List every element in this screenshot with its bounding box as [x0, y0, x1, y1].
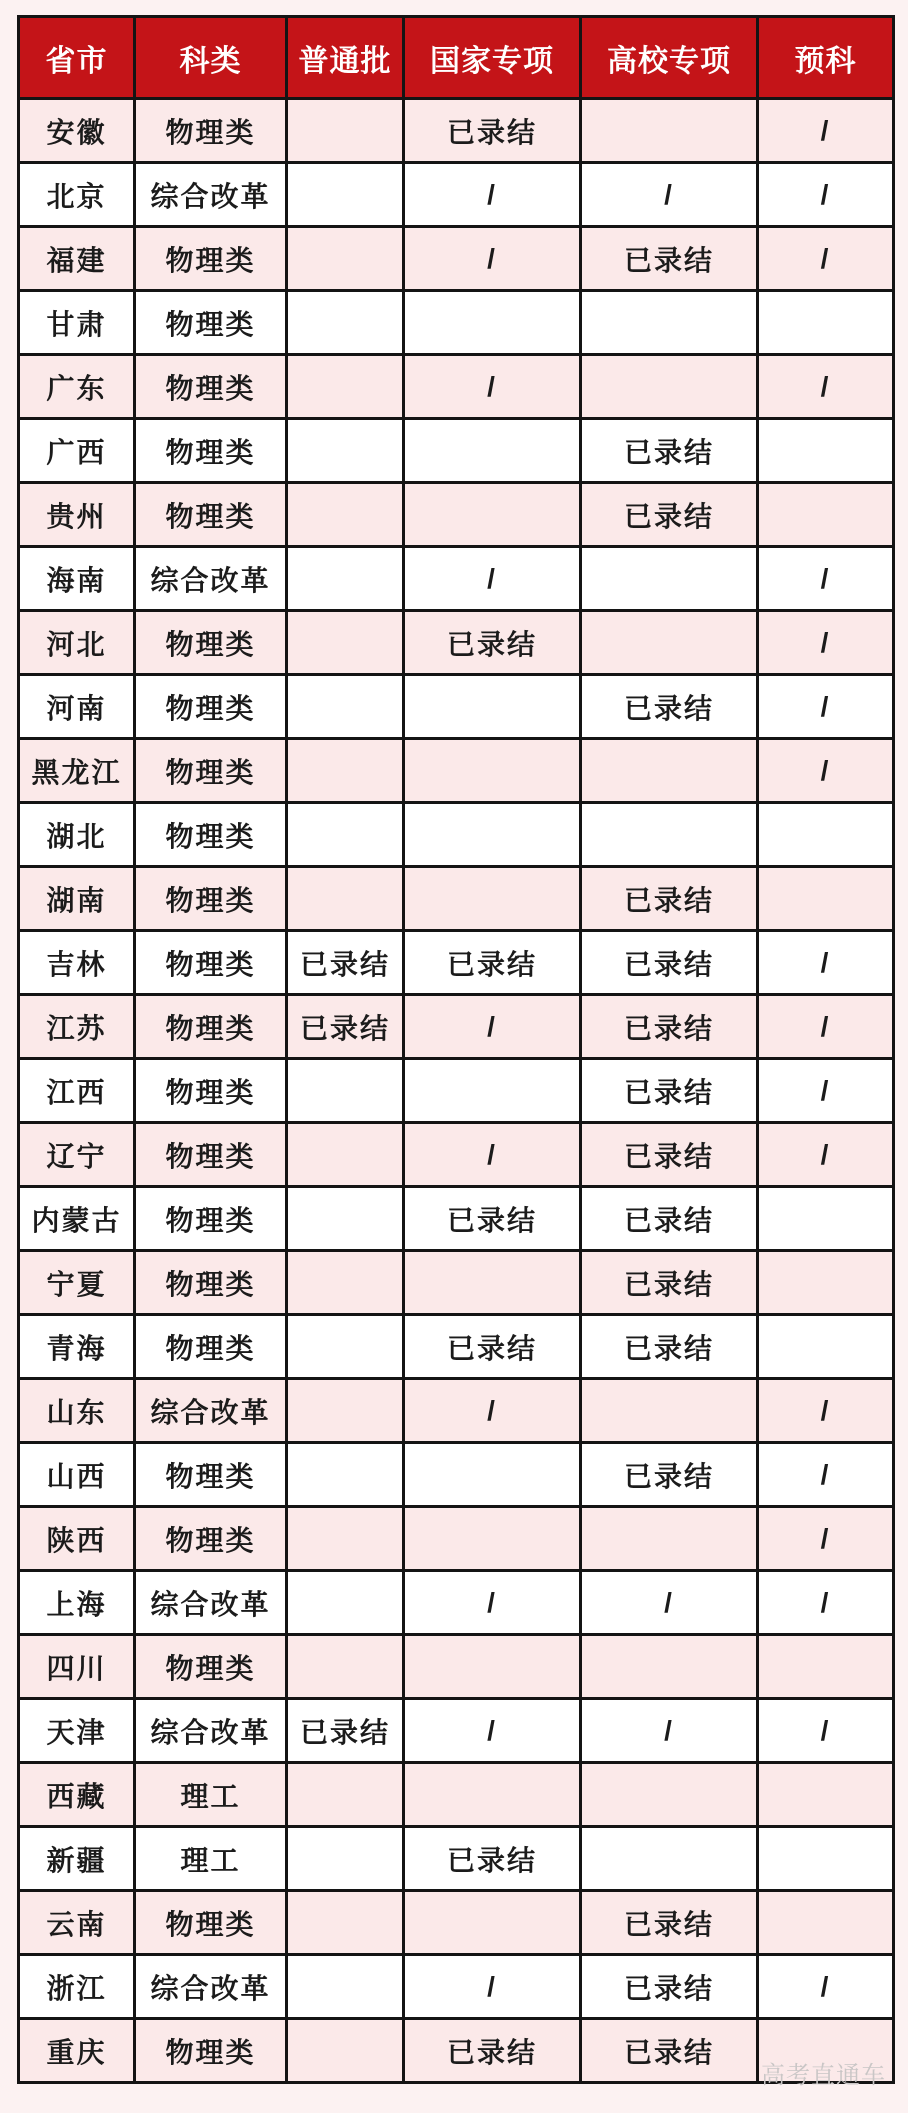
table-cell	[758, 1763, 894, 1827]
table-cell: 湖北	[19, 803, 135, 867]
table-cell: 已录结	[581, 1443, 758, 1507]
table-cell: 物理类	[135, 1507, 287, 1571]
table-cell	[758, 483, 894, 547]
table-cell: 湖南	[19, 867, 135, 931]
table-cell	[287, 1443, 404, 1507]
table-cell: /	[758, 995, 894, 1059]
table-cell: 物理类	[135, 291, 287, 355]
table-cell: 浙江	[19, 1955, 135, 2019]
table-row	[19, 1123, 894, 1187]
table-cell	[287, 1955, 404, 2019]
table-cell: /	[404, 227, 581, 291]
table-cell: 广西	[19, 419, 135, 483]
table-cell: 辽宁	[19, 1123, 135, 1187]
table-cell	[287, 1827, 404, 1891]
table-row	[19, 99, 894, 163]
table-cell	[404, 803, 581, 867]
table-cell: 物理类	[135, 803, 287, 867]
table-cell: 物理类	[135, 227, 287, 291]
table-cell: /	[758, 1059, 894, 1123]
table-cell: 内蒙古	[19, 1187, 135, 1251]
table-cell: /	[404, 1955, 581, 2019]
table-cell: 已录结	[581, 2019, 758, 2083]
table-cell: 已录结	[404, 1187, 581, 1251]
table-cell	[581, 611, 758, 675]
table-cell	[581, 1379, 758, 1443]
column-header-3: 普通批	[287, 17, 404, 99]
table-cell: 已录结	[404, 611, 581, 675]
table-cell: 物理类	[135, 675, 287, 739]
table-row	[19, 995, 894, 1059]
table-cell	[581, 1827, 758, 1891]
table-cell	[404, 1507, 581, 1571]
table-row	[19, 547, 894, 611]
table-row	[19, 803, 894, 867]
table-cell: 物理类	[135, 355, 287, 419]
table-row	[19, 1379, 894, 1443]
table-cell	[287, 1379, 404, 1443]
table-cell: 综合改革	[135, 1699, 287, 1763]
table-cell: 重庆	[19, 2019, 135, 2083]
table-cell: /	[758, 1507, 894, 1571]
table-cell	[404, 1251, 581, 1315]
table-cell: 已录结	[404, 931, 581, 995]
table-cell: 广东	[19, 355, 135, 419]
table-cell	[287, 547, 404, 611]
table-cell	[287, 1571, 404, 1635]
watermark: 高考直通车	[761, 2062, 886, 2089]
table-cell: 物理类	[135, 995, 287, 1059]
table-cell: 综合改革	[135, 547, 287, 611]
table-cell: 综合改革	[135, 163, 287, 227]
table-cell: 已录结	[581, 483, 758, 547]
table-row	[19, 931, 894, 995]
table-cell	[287, 1123, 404, 1187]
column-header-6: 预科	[758, 17, 894, 99]
table-row	[19, 739, 894, 803]
table-cell: 物理类	[135, 1443, 287, 1507]
table-cell: 综合改革	[135, 1571, 287, 1635]
table-cell: /	[758, 611, 894, 675]
table-cell: /	[758, 227, 894, 291]
table-cell	[758, 1891, 894, 1955]
table-cell	[758, 803, 894, 867]
table-cell: 福建	[19, 227, 135, 291]
table-cell: 已录结	[581, 867, 758, 931]
table-cell: 已录结	[581, 1251, 758, 1315]
table-cell: 河北	[19, 611, 135, 675]
table-cell: 已录结	[581, 931, 758, 995]
table-row	[19, 1507, 894, 1571]
table-cell: /	[758, 1443, 894, 1507]
table-cell: 已录结	[581, 419, 758, 483]
table-cell: 已录结	[404, 99, 581, 163]
table-row	[19, 1443, 894, 1507]
table-cell: 陕西	[19, 1507, 135, 1571]
table-cell: 物理类	[135, 1891, 287, 1955]
table-cell	[404, 419, 581, 483]
table-cell	[287, 1891, 404, 1955]
table-cell: 甘肃	[19, 291, 135, 355]
table-cell: 物理类	[135, 99, 287, 163]
table-cell	[404, 1891, 581, 1955]
table-cell: 已录结	[581, 1123, 758, 1187]
table-cell	[758, 867, 894, 931]
table-row	[19, 1251, 894, 1315]
column-header-2: 科类	[135, 17, 287, 99]
table-cell: 已录结	[581, 1187, 758, 1251]
table-cell	[287, 675, 404, 739]
table-row	[19, 291, 894, 355]
table-cell: 已录结	[404, 1827, 581, 1891]
table-cell: /	[758, 1123, 894, 1187]
table-cell: /	[404, 1379, 581, 1443]
table-cell: 已录结	[404, 1315, 581, 1379]
table-cell: /	[758, 99, 894, 163]
table-cell: 物理类	[135, 1635, 287, 1699]
table-cell: 物理类	[135, 1123, 287, 1187]
table-cell: 已录结	[287, 931, 404, 995]
table-cell: 理工	[135, 1763, 287, 1827]
table-cell	[581, 803, 758, 867]
table-cell	[581, 99, 758, 163]
table-cell: 物理类	[135, 483, 287, 547]
table-cell: 物理类	[135, 1251, 287, 1315]
table-cell: /	[404, 1571, 581, 1635]
table-cell	[581, 1763, 758, 1827]
table-cell: /	[758, 675, 894, 739]
table-cell	[287, 99, 404, 163]
table-cell	[287, 1059, 404, 1123]
table-cell	[287, 867, 404, 931]
table-row	[19, 675, 894, 739]
table-cell: 已录结	[404, 2019, 581, 2083]
table-cell: 江苏	[19, 995, 135, 1059]
table-row	[19, 1571, 894, 1635]
table-row	[19, 419, 894, 483]
table-cell: /	[758, 355, 894, 419]
table-header	[19, 17, 894, 99]
table-row	[19, 227, 894, 291]
table-cell: /	[581, 163, 758, 227]
table-cell: /	[758, 1699, 894, 1763]
table-cell	[287, 739, 404, 803]
table-cell: 西藏	[19, 1763, 135, 1827]
table-cell: 已录结	[287, 1699, 404, 1763]
table-cell	[287, 611, 404, 675]
table-cell: 已录结	[287, 995, 404, 1059]
table-cell	[758, 1251, 894, 1315]
table-cell: /	[581, 1699, 758, 1763]
table-cell: 四川	[19, 1635, 135, 1699]
table-cell	[287, 163, 404, 227]
table-cell: /	[404, 995, 581, 1059]
table-cell: 新疆	[19, 1827, 135, 1891]
table-cell	[404, 675, 581, 739]
table-cell: /	[404, 163, 581, 227]
table-cell	[758, 291, 894, 355]
table-cell: 已录结	[581, 995, 758, 1059]
table-row	[19, 355, 894, 419]
table-cell	[287, 355, 404, 419]
table-cell: /	[404, 1123, 581, 1187]
table-cell: 山东	[19, 1379, 135, 1443]
table-row	[19, 1891, 894, 1955]
table-cell	[287, 291, 404, 355]
table-cell	[404, 867, 581, 931]
table-cell: 天津	[19, 1699, 135, 1763]
table-cell: /	[758, 163, 894, 227]
table-cell: /	[758, 931, 894, 995]
admission-status-table	[17, 15, 895, 2084]
table-cell: 河南	[19, 675, 135, 739]
table-cell: 物理类	[135, 2019, 287, 2083]
table-cell: 海南	[19, 547, 135, 611]
table-cell: 已录结	[581, 675, 758, 739]
table-cell	[758, 1827, 894, 1891]
table-cell	[581, 1507, 758, 1571]
table-cell	[404, 1059, 581, 1123]
table-cell	[758, 1315, 894, 1379]
table-cell	[287, 1187, 404, 1251]
table-cell	[287, 227, 404, 291]
table-row	[19, 1827, 894, 1891]
table-cell: /	[404, 547, 581, 611]
table-cell: 物理类	[135, 419, 287, 483]
table-cell	[287, 2019, 404, 2083]
table-cell	[404, 1763, 581, 1827]
table-cell: 已录结	[581, 1891, 758, 1955]
table-cell: /	[581, 1571, 758, 1635]
table-cell: 物理类	[135, 1187, 287, 1251]
table-cell: /	[404, 1699, 581, 1763]
table-cell: 理工	[135, 1827, 287, 1891]
table-cell: 北京	[19, 163, 135, 227]
table-cell: 综合改革	[135, 1379, 287, 1443]
table-cell: /	[404, 355, 581, 419]
table-cell	[758, 1635, 894, 1699]
table-cell: 吉林	[19, 931, 135, 995]
table-cell	[581, 291, 758, 355]
column-header-1: 省市	[19, 17, 135, 99]
table-cell: 山西	[19, 1443, 135, 1507]
table-row	[19, 1955, 894, 2019]
table-cell	[287, 419, 404, 483]
table-cell	[287, 1507, 404, 1571]
table-cell	[581, 355, 758, 419]
column-header-5: 高校专项	[581, 17, 758, 99]
table-cell: 物理类	[135, 739, 287, 803]
table-cell	[581, 547, 758, 611]
table-cell: 已录结	[581, 227, 758, 291]
table-cell: 已录结	[581, 1955, 758, 2019]
table-cell: 青海	[19, 1315, 135, 1379]
table-cell	[287, 1763, 404, 1827]
table-cell: 已录结	[581, 1059, 758, 1123]
column-header-4: 国家专项	[404, 17, 581, 99]
table-row	[19, 163, 894, 227]
table-cell	[287, 1635, 404, 1699]
table-cell: 宁夏	[19, 1251, 135, 1315]
table-row	[19, 1763, 894, 1827]
table-row	[19, 1315, 894, 1379]
table-cell: 贵州	[19, 483, 135, 547]
table-cell: 云南	[19, 1891, 135, 1955]
table-cell	[758, 419, 894, 483]
table-cell	[581, 739, 758, 803]
table-row	[19, 867, 894, 931]
table-cell: 江西	[19, 1059, 135, 1123]
table-body	[19, 99, 894, 2083]
table-cell: 物理类	[135, 611, 287, 675]
table-cell: 综合改革	[135, 1955, 287, 2019]
table-cell: 上海	[19, 1571, 135, 1635]
table-cell	[287, 1251, 404, 1315]
table-cell: 黑龙江	[19, 739, 135, 803]
table-row	[19, 611, 894, 675]
table-cell: /	[758, 1955, 894, 2019]
table-row	[19, 483, 894, 547]
table-cell	[758, 1187, 894, 1251]
table-row	[19, 1059, 894, 1123]
table-cell: /	[758, 739, 894, 803]
table-cell	[287, 483, 404, 547]
table-cell	[404, 291, 581, 355]
table-cell	[287, 803, 404, 867]
table-cell: 物理类	[135, 931, 287, 995]
table-cell	[581, 1635, 758, 1699]
table-row	[19, 1635, 894, 1699]
table-cell: /	[758, 1379, 894, 1443]
table-cell: /	[758, 1571, 894, 1635]
table-cell	[404, 483, 581, 547]
table-header-row	[19, 17, 894, 99]
table-cell: /	[758, 547, 894, 611]
table-cell	[404, 1635, 581, 1699]
table-cell	[404, 739, 581, 803]
table-cell: 物理类	[135, 1315, 287, 1379]
table-row	[19, 1699, 894, 1763]
table-cell: 物理类	[135, 1059, 287, 1123]
table-row	[19, 1187, 894, 1251]
table-cell: 已录结	[581, 1315, 758, 1379]
table-cell: 安徽	[19, 99, 135, 163]
table-cell	[287, 1315, 404, 1379]
table-cell	[404, 1443, 581, 1507]
table-cell: 物理类	[135, 867, 287, 931]
